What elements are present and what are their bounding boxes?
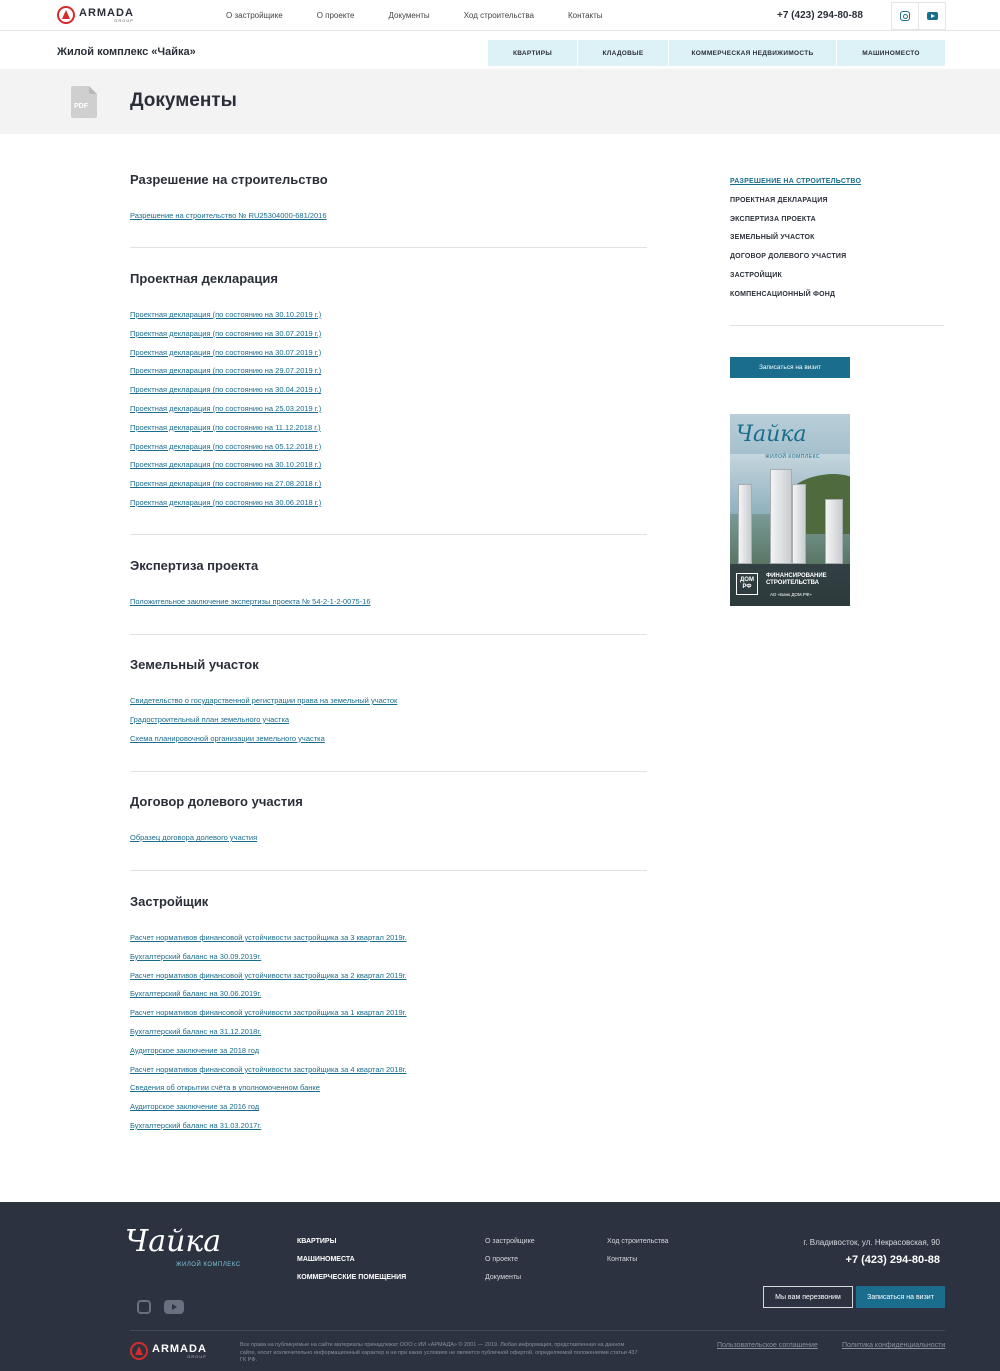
footer-col-info [607, 1238, 669, 1274]
section-divider [130, 534, 647, 535]
document-link[interactable]: Проектная декларация (по состоянию на 30.07.2019 г.) [130, 328, 322, 338]
document-list [130, 696, 647, 752]
logo-text: ARMADA [152, 1342, 207, 1355]
footer-armada-logo[interactable] [130, 1342, 207, 1360]
document-list [130, 597, 647, 616]
footer-link-about-developer[interactable]: О застройщике [485, 1238, 535, 1245]
document-link[interactable]: Бухгалтерский баланс на 30.09.2019г. [130, 951, 262, 961]
banner-building [770, 469, 792, 564]
footer-link-documents[interactable]: Документы [485, 1274, 522, 1281]
sidebar-menu [730, 178, 944, 310]
page-title: Документы [130, 90, 237, 111]
section-building-permit [130, 172, 647, 230]
armada-logo-icon [130, 1342, 148, 1360]
document-link[interactable]: Бухгалтерский баланс на 31.03.2017г. [130, 1120, 262, 1130]
banner-subtitle: ЖИЛОЙ КОМПЛЕКС [765, 454, 820, 460]
user-agreement-link[interactable]: Пользовательское соглашение [717, 1342, 818, 1349]
callback-button[interactable]: Мы вам перезвоним [763, 1286, 853, 1308]
section-title: Застройщик [130, 894, 209, 909]
document-list [130, 310, 647, 517]
document-link[interactable]: Проектная декларация (по состоянию на 30.07.2019 г.) [130, 347, 322, 357]
document-link[interactable]: Проектная декларация (по состоянию на 30.06.2018 г.) [130, 497, 322, 507]
document-link[interactable]: Образец договора долевого участия [130, 833, 258, 842]
section-title: Проектная декларация [130, 271, 278, 286]
privacy-policy-link[interactable]: Политика конфиденциальности [842, 1342, 946, 1349]
section-title: Договор долевого участия [130, 794, 303, 809]
document-link[interactable]: Проектная декларация (по состоянию на 30.04.2019 г.) [130, 385, 322, 395]
footer-phone[interactable]: +7 (423) 294-80-88 [845, 1254, 940, 1266]
complex-bar [0, 31, 1000, 69]
footer-logo[interactable]: Чайка [125, 1224, 222, 1259]
document-list [130, 933, 647, 1140]
document-link[interactable]: Проектная декларация (по состоянию на 27.08.2018 г.) [130, 479, 322, 489]
section-project-expertise [130, 558, 647, 616]
complex-tabs [488, 40, 946, 66]
section-title: Экспертиза проекта [130, 558, 259, 573]
document-link[interactable]: Аудиторское заключение за 2018 год [130, 1045, 260, 1055]
document-link[interactable]: Проектная декларация (по состоянию на 05.12.2018 г.) [130, 441, 322, 451]
document-link[interactable]: Расчет нормативов финансовой устойчивости застройщика за 4 квартал 2018г. [130, 1064, 407, 1074]
instagram-icon [900, 11, 910, 21]
footer-instagram-icon[interactable] [137, 1300, 151, 1314]
complex-name[interactable]: Жилой комплекс «Чайка» [57, 46, 196, 58]
section-title: Разрешение на строительство [130, 172, 328, 187]
footer-link-construction-progress[interactable]: Ход строительства [607, 1238, 669, 1245]
sidebar-item-compensation-fund[interactable]: КОМПЕНСАЦИОННЫЙ ФОНД [730, 290, 836, 298]
nav-construction-progress[interactable]: Ход строительства [463, 11, 534, 20]
footer-link-about-project[interactable]: О проекте [485, 1256, 519, 1263]
logo-subtext: GROUP [114, 17, 134, 23]
document-link[interactable]: Градостроительный план земельного участка [130, 714, 290, 724]
banner-building [738, 484, 752, 564]
banner-footer [730, 564, 850, 606]
document-link[interactable]: Проектная декларация (по состоянию на 11.12.2018 г.) [130, 422, 321, 432]
document-link[interactable]: Расчет нормативов финансовой устойчивости застройщика за 2 квартал 2019г. [130, 970, 407, 980]
footer-visit-button[interactable]: Записаться на визит [856, 1286, 945, 1308]
document-link[interactable]: Проектная декларация (по состоянию на 25.03.2019 г.) [130, 403, 322, 413]
nav-documents[interactable]: Документы [388, 11, 430, 20]
armada-logo-icon [57, 6, 75, 24]
footer-link-apartments[interactable]: КВАРТИРЫ [297, 1238, 337, 1245]
document-link[interactable]: Свидетельство о государственной регистрации права на земельный участок [130, 696, 398, 705]
section-divider [130, 247, 647, 248]
nav-about-developer[interactable]: О застройщике [226, 11, 283, 20]
document-link[interactable]: Аудиторское заключение за 2016 год [130, 1102, 260, 1112]
instagram-button[interactable] [891, 2, 919, 30]
document-link[interactable]: Расчет нормативов финансовой устойчивости застройщика за 1 квартал 2019г. [130, 1008, 407, 1018]
footer-address: г. Владивосток, ул. Некрасовская, 90 [803, 1238, 940, 1247]
tab-parking[interactable]: МАШИНОМЕСТО [837, 40, 945, 66]
youtube-icon [927, 12, 938, 20]
section-equity-agreement [130, 794, 647, 852]
banner-title: Чайка [736, 422, 807, 447]
sidebar-item-project-declaration[interactable]: ПРОЕКТНАЯ ДЕКЛАРАЦИЯ [730, 196, 828, 204]
logo-text: ARMADA [79, 6, 134, 19]
pdf-file-icon [71, 86, 97, 118]
dom-rf-logo: ДОМ РФ [736, 573, 758, 595]
banner-bank-text: АО «Банк ДОМ.РФ» [770, 592, 812, 597]
document-link[interactable]: Расчет нормативов финансовой устойчивости застройщика за 3 квартал 2019г. [130, 933, 407, 942]
section-divider [130, 870, 647, 871]
footer-link-contacts[interactable]: Контакты [607, 1256, 638, 1263]
top-navigation [226, 11, 637, 20]
banner-building [792, 484, 806, 564]
sidebar-divider [730, 325, 944, 326]
section-land-plot [130, 657, 647, 752]
section-title: Земельный участок [130, 657, 259, 672]
armada-logo[interactable] [57, 6, 134, 24]
document-link[interactable]: Проектная декларация (по состоянию на 30.10.2019 г.) [130, 310, 322, 319]
visit-signup-button[interactable]: Записаться на визит [730, 357, 850, 378]
footer-col-catalog [297, 1238, 406, 1292]
sidebar-item-developer[interactable]: ЗАСТРОЙЩИК [730, 271, 782, 279]
header-phone[interactable]: +7 (423) 294-80-88 [777, 10, 863, 21]
sidebar-item-project-expertise[interactable]: ЭКСПЕРТИЗА ПРОЕКТА [730, 215, 816, 223]
section-developer [130, 894, 647, 1140]
footer-link-parking[interactable]: МАШИНОМЕСТА [297, 1256, 355, 1263]
footer-divider [130, 1330, 945, 1331]
tab-apartments[interactable]: КВАРТИРЫ [488, 40, 577, 66]
document-link[interactable]: Проектная декларация (по состоянию на 30.10.2018 г.) [130, 460, 322, 470]
footer-youtube-icon[interactable] [164, 1300, 184, 1314]
document-list [130, 211, 647, 230]
footer-link-commercial[interactable]: КОММЕРЧЕСКИЕ ПОМЕЩЕНИЯ [297, 1274, 407, 1281]
footer-legal-text: Все права на публикуемые на сайте материалы принадлежат ООО с ИИ «АРМАДА» © 2001 — 2019. Любая информация, представленная на данном сайте, носит исключительно информационный характер и ни при каких условиях не является публичной офертой, определяемой положениями статьи 437 ГК РФ. [240, 1342, 638, 1363]
sidebar-item-building-permit[interactable]: РАЗРЕШЕНИЕ НА СТРОИТЕЛЬСТВО [730, 178, 862, 185]
tab-storage[interactable]: КЛАДОВЫЕ [578, 40, 668, 66]
banner-financing-text: ФИНАНСИРОВАНИЕ СТРОИТЕЛЬСТВА [766, 573, 827, 586]
financing-banner[interactable] [730, 414, 850, 606]
nav-contacts[interactable]: Контакты [568, 11, 603, 20]
pdf-icon-label: PDF [74, 103, 88, 110]
top-bar [0, 0, 1000, 31]
document-list [130, 833, 647, 852]
nav-about-project[interactable]: О проекте [316, 11, 355, 20]
sidebar-item-equity-agreement[interactable]: ДОГОВОР ДОЛЕВОГО УЧАСТИЯ [730, 253, 847, 261]
document-link[interactable]: Сведения об открытии счёта в уполномоченном банке [130, 1083, 320, 1093]
section-divider [130, 634, 647, 635]
document-link[interactable]: Бухгалтерский баланс на 30.06.2019г. [130, 989, 262, 999]
document-link[interactable]: Проектная декларация (по состоянию на 29.07.2019 г.) [130, 366, 322, 376]
youtube-button[interactable] [918, 2, 946, 30]
section-project-declaration [130, 271, 647, 517]
footer-logo-subtitle: ЖИЛОЙ КОМПЛЕКС [176, 1262, 241, 1268]
footer-col-about [485, 1238, 535, 1292]
document-link[interactable]: Схема планировочной организации земельного участка [130, 733, 325, 743]
document-link[interactable]: Бухгалтерский баланс на 31.12.2018г. [130, 1026, 262, 1036]
document-link[interactable]: Разрешение на строительство № RU25304000-681/2016 [130, 211, 327, 220]
footer [0, 1202, 1000, 1371]
sidebar-item-land-plot[interactable]: ЗЕМЕЛЬНЫЙ УЧАСТОК [730, 234, 815, 242]
document-link[interactable]: Положительное заключение экспертизы проекта № 54-2-1-2-0075-16 [130, 597, 371, 606]
logo-subtext: GROUP [187, 1353, 207, 1359]
section-divider [130, 771, 647, 772]
banner-building [825, 499, 843, 564]
tab-commercial[interactable]: КОММЕРЧЕСКАЯ НЕДВИЖИМОСТЬ [669, 40, 836, 66]
